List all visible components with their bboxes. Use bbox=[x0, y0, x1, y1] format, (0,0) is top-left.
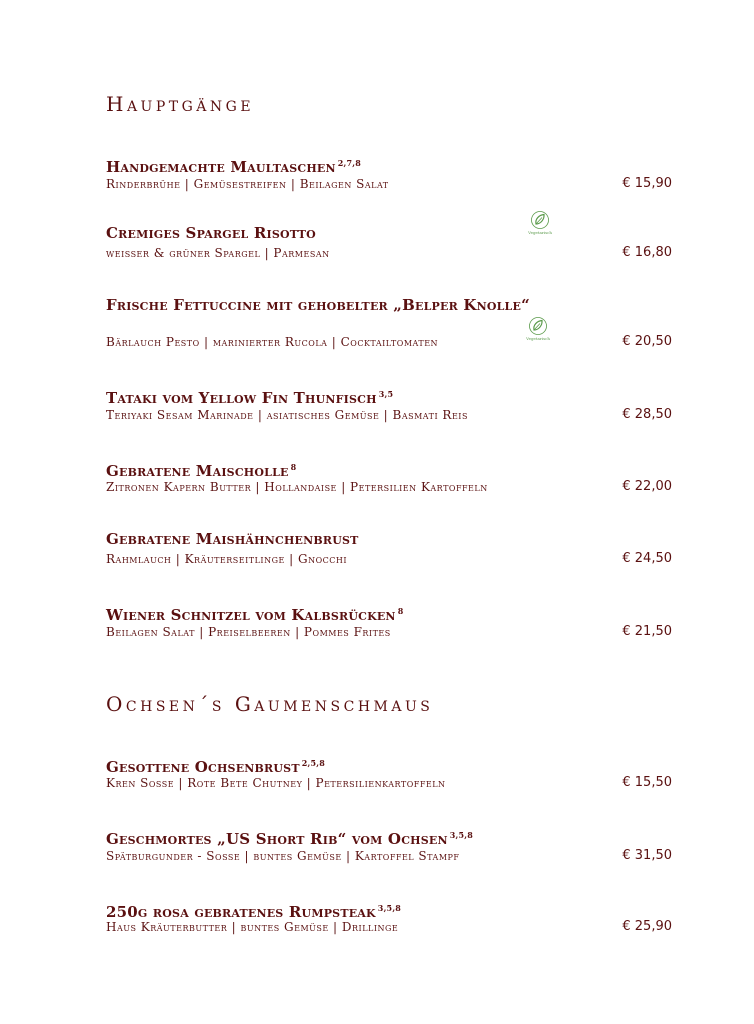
item-name: Tataki vom Yellow Fin Thunfisch bbox=[106, 389, 377, 407]
menu-item bbox=[106, 899, 672, 939]
item-price: € 16,80 bbox=[622, 245, 672, 260]
section-title-ochsens-gaumenschmaus: Ochsen´s Gaumenschmaus bbox=[106, 692, 434, 716]
item-price: € 24,50 bbox=[622, 551, 672, 566]
item-name: Wiener Schnitzel vom Kalbsrücken bbox=[106, 606, 396, 624]
vegetarian-label: Vegetarisch bbox=[528, 230, 552, 235]
item-description: weisser & grüner Spargel | Parmesan bbox=[106, 246, 330, 260]
allergen-codes: 2,7,8 bbox=[337, 158, 362, 168]
vegetarian-badge bbox=[521, 316, 555, 342]
item-description: Beilagen Salat | Preiselbeeren | Pommes Frites bbox=[106, 625, 391, 639]
menu-item bbox=[106, 224, 672, 264]
menu-item bbox=[106, 826, 672, 866]
item-name: Cremiges Spargel Risotto bbox=[106, 224, 316, 242]
item-description: Spätburgunder - Sosse | buntes Gemüse | Kartoffel Stampf bbox=[106, 849, 460, 863]
allergen-codes: 3,5,8 bbox=[449, 830, 474, 840]
leaf-icon bbox=[530, 210, 550, 230]
item-description: Bärlauch Pesto | marinierter Rucola | Cocktailtomaten bbox=[106, 335, 439, 349]
item-name: Gebratene Maishähnchenbrust bbox=[106, 530, 359, 548]
allergen-codes: 2,5,8 bbox=[301, 758, 325, 768]
item-price: € 25,90 bbox=[622, 919, 672, 934]
item-name: Handgemachte Maultaschen bbox=[106, 158, 336, 176]
vegetarian-badge bbox=[523, 210, 557, 236]
allergen-codes: 8 bbox=[397, 606, 404, 616]
allergen-codes: 3,5 bbox=[378, 389, 394, 399]
menu-item bbox=[106, 296, 672, 352]
item-name: Gebratene Maischolle bbox=[106, 462, 289, 480]
item-name: Frische Fettuccine mit gehobelter „Belper Knolle“ bbox=[106, 296, 530, 314]
menu-item bbox=[106, 385, 672, 425]
item-description: Rahmlauch | Kräuterseitlinge | Gnocchi bbox=[106, 552, 348, 566]
allergen-codes: 8 bbox=[290, 462, 297, 472]
item-description: Kren Sosse | Rote Bete Chutney | Petersilienkartoffeln bbox=[106, 776, 446, 790]
item-description: Zitronen Kapern Butter | Hollandaise | Petersilien Kartoffeln bbox=[106, 480, 488, 494]
item-description: Haus Kräuterbutter | buntes Gemüse | Drillinge bbox=[106, 920, 399, 934]
item-price: € 15,90 bbox=[622, 176, 672, 191]
menu-item bbox=[106, 602, 672, 642]
item-price: € 22,00 bbox=[622, 479, 672, 494]
item-price: € 31,50 bbox=[622, 848, 672, 863]
vegetarian-label: Vegetarisch bbox=[526, 336, 550, 341]
item-price: € 15,50 bbox=[622, 775, 672, 790]
item-name: Geschmortes „US Short Rib“ vom Ochsen bbox=[106, 830, 448, 848]
menu-item bbox=[106, 458, 672, 498]
allergen-codes: 3,5,8 bbox=[377, 903, 402, 913]
section-title-hauptgaenge: Hauptgänge bbox=[106, 92, 255, 116]
item-price: € 20,50 bbox=[622, 334, 672, 349]
item-name: Gesottene Ochsenbrust bbox=[106, 758, 300, 776]
item-description: Rinderbrühe | Gemüsestreifen | Beilagen Salat bbox=[106, 177, 389, 191]
menu-item bbox=[106, 754, 672, 794]
item-price: € 28,50 bbox=[622, 407, 672, 422]
leaf-icon bbox=[528, 316, 548, 336]
item-price: € 21,50 bbox=[622, 624, 672, 639]
menu-item bbox=[106, 154, 672, 194]
item-description: Teriyaki Sesam Marinade | asiatisches Gemüse | Basmati Reis bbox=[106, 408, 468, 422]
menu-item bbox=[106, 530, 672, 570]
item-name: 250g rosa gebratenes Rumpsteak bbox=[106, 903, 376, 921]
